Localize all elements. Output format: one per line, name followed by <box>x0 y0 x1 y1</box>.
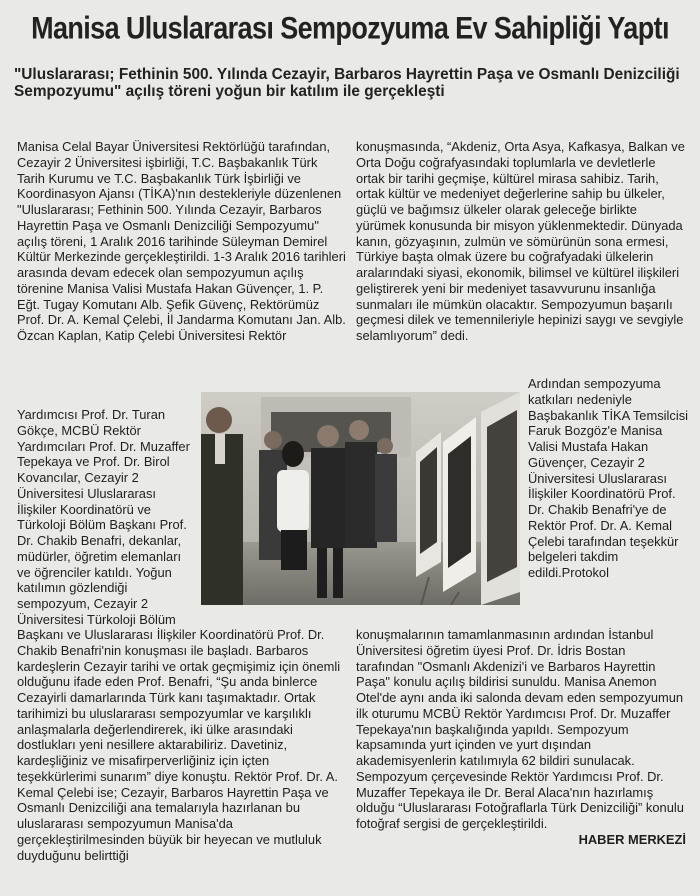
ceremony-photo <box>201 392 520 605</box>
right-column-narrow <box>528 376 688 581</box>
paragraph-attendees: Yardımcısı Prof. Dr. Turan Gökçe, MCBÜ Rektör Yardımcıları Prof. Dr. Muzaffer Tepekaya ve Prof. Dr. Birol Kovancılar, Cezayir 2 Üniversitesi Uluslararası İlişkiler Koordinatörü ve Türkoloji Bölüm Başkanı Prof. Dr. Chakib Benafri, dekanlar, müdürler, öğretim elemanları ve öğrenciler katıldı. Yoğun katılımın gözlendiği sempozyum, Cezayir 2 Üniversitesi Türkoloji Bölüm <box>17 407 190 627</box>
byline: HABER MERKEZİ <box>578 831 686 847</box>
article-headline: Manisa Uluslararası Sempozyuma Ev Sahipliği Yaptı <box>31 10 669 46</box>
paragraph-closing: konuşmalarının tamamlanmasının ardından İstanbul Üniversitesi öğretim üyesi Prof. Dr. İdris Bostan tarafından "Osmanlı Akdenizi'i ve Barbaros Hayrettin Paşa" konulu açılış bildirisi sunuldu. Manisa Anemon Otel'de aynı anda iki salonda devam eden sempozyumun ilk oturumu MCBÜ Rektör Yardımcısı Prof. Dr. Muzaffer Tepekaya'nın başkalığında yapıldı. Sempozyum kapsamında yurt içinden ve yurt dışından akademisyenlerin katılımıyla 62 bildiri sunulacak. Sempozyum çerçevesinde Rektör Yardımcısı Prof. Dr. Muzaffer Tepekaya ile Dr. Beral Alaca'nın hazırlamış olduğu “Uluslararası Fotoğraflarla Türk Denizciliği” konulu fotoğraf sergisi de gerçekleştirildi. <box>356 627 684 831</box>
paragraph-intro: Manisa Celal Bayar Üniversitesi Rektörlüğü tarafından, Cezayir 2 Üniversitesi işbirliği, T.C. Başbakanlık Türk Tarih Kurumu ve T.C. Başbakanlık Türk İşbirliği ve Koordinasyon Ajansı (TİKA)'nın destekleriyle düzenlenen "Uluslararası; Fethinin 500. Yılında Cezayir, Barbaros Hayrettin Paşa ve Osmanlı Denizciliği Sempozyumu" açılış töreni, 1 Aralık 2016 tarihinde Süleyman Demirel Kültür Merkezinde gerçekleştirildi. 1-3 Aralık 2016 tarihleri arasında devam edecek olan sempozyumun açılış törenine Manisa Valisi Mustafa Hakan Güvençer, 1. P. Eğt. Tugay Komutanı Alb. Şefik Güvenç, Rektörümüz Prof. Dr. A. Kemal Çelebi, İl Jandarma Komutanı Jan. Alb. Özcan Kaplan, Katip Çelebi Üniversitesi Rektör <box>17 139 346 343</box>
right-column-bottom <box>356 627 686 848</box>
left-column-top <box>17 139 347 344</box>
right-column-top <box>356 139 686 344</box>
left-column-narrow <box>17 407 197 628</box>
paragraph-benafri: Başkanı ve Uluslararası İlişkiler Koordinatörü Prof. Dr. Chakib Benafri'nin konuşması ile başladı. Barbaros kardeşlerin Cezayir tarihi ve ortak geçmişimiz için önemli olduğunu ifade eden Prof. Benafri, “Şu anda binlerce Cezayirli damarlarında Türk kanı taşımaktadır. Ortak tarihimizi bu uluslararası sempozyumlar ve karşılıklı anlaşmalarla değerlendirerek, iki ülke arasındaki dostlukları yeni nesillere aktarabiliriz. Davetiniz, kardeşliğiniz ve misafirperverliğiniz için içten teşekkürlerimi sunarım” diye konuştu. Rektör Prof. Dr. A. Kemal Çelebi ise; Cezayir, Barbaros Hayrettin Paşa ve Osmanlı Denizciliği ana temalarıyla hazırlanan bu uluslararası sempozyumun Manisa'da gerçekleştirilmesinden büyük bir heyecan ve mutluluk duyduğunu belirttiği <box>17 627 341 863</box>
left-column-bottom <box>17 627 347 863</box>
ceremony-photo-illustration <box>201 392 520 605</box>
article-subheadline: "Uluslararası; Fethinin 500. Yılında Cezayir, Barbaros Hayrettin Paşa ve Osmanlı Denizciliği Sempozyumu" açılış töreni yoğun bir katılım ile gerçekleşti <box>14 66 680 100</box>
paragraph-awards: Ardından sempozyuma katkıları nedeniyle Başbakanlık TİKA Temsilcisi Faruk Bozgöz'e Manisa Valisi Mustafa Hakan Güvençer, Cezayir 2 Üniversitesi Uluslararası İlişkiler Koordinatörü Prof. Dr. Chakib Benafri'ye de Rektör Prof. Dr. A. Kemal Çelebi tarafından teşekkür belgeleri takdim edildi.Protokol <box>528 376 689 580</box>
paragraph-rector-speech: konuşmasında, “Akdeniz, Orta Asya, Kafkasya, Balkan ve Orta Doğu coğrafyasındaki toplumlarla ve devletlerle ortak bir tarihi geçmişe, kültürel mirasa sahibiz. Tarih, ortak kültür ve medeniyet değerlerine sahip bu ülkeler, güçlü ve bağımsız ülkeler olarak geleceğe birlikte yürümek konusunda bir misyon yüklenmektedir. Dünyada kanın, gözyaşının, zulmün ve sömürünün sona ermesi, Türkiye başta olmak üzere bu coğrafyadaki ülkelerin aralarındaki siyasi, ekonomik, bilimsel ve kültürel ilişkileri geliştirerek yeni bir medeniyet tasavvurunu insanlığa sunmaları ile mümkün olacaktır. Sempozyumun başarılı geçmesi dilek ve temennileriyle hepinizi saygı ve sevgiyle selamlıyorum” dedi. <box>356 139 685 343</box>
